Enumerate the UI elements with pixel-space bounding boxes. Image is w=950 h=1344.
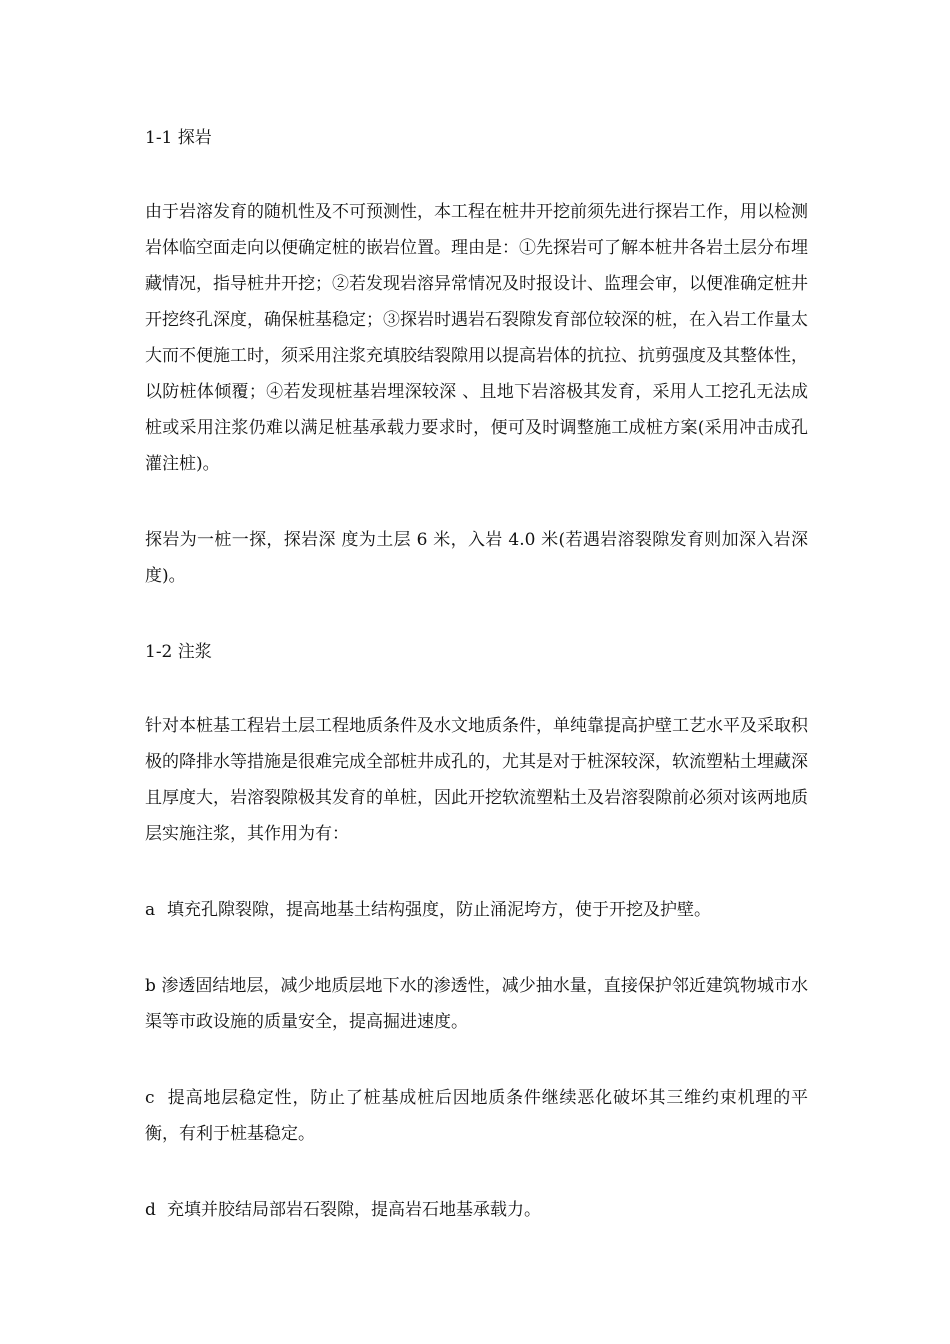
section-heading-grouting: 1-2 注浆 xyxy=(145,642,212,662)
paragraph-exploration-purpose: 由于岩溶发育的随机性及不可预测性，本工程在桩井开挖前须先进行探岩工作，用以检测岩体临空面走向以便确定桩的嵌岩位置。理由是：①先探岩可了解本桩井各岩土层分布埋藏情况，指导桩井开挖；②若发现岩溶异常情况及时报设计、监理会审，以便准确定桩井开挖终孔深度，确保桩基稳定；③探岩时遇岩石裂隙发育部位较深的桩，在入岩工作量太大而不便施工时，须采用注浆充填胶结裂隙用以提高岩体的抗拉、抗剪强度及其整体性，以防桩体倾覆；④若发现桩基岩埋深较深 、且地下岩溶极其发育，采用人工挖孔无法成桩或采用注浆仍难以满足桩基承载力要求时，便可及时调整施工成桩方案(采用冲击成孔灌注桩)。 xyxy=(145,202,808,474)
list-marker: d xyxy=(145,1200,156,1220)
list-item-text: 提高地层稳定性，防止了桩基成桩后因地质条件继续恶化破坏其三维约束机理的平衡，有利于桩基稳定。 xyxy=(145,1088,808,1144)
list-item xyxy=(145,1192,808,1228)
paragraph-grouting-intro: 针对本桩基工程岩土层工程地质条件及水文地质条件，单纯靠提高护壁工艺水平及采取积极的降排水等措施是很难完成全部桩井成孔的，尤其是对于桩深较深，软流塑粘土埋藏深且厚度大，岩溶裂隙极其发育的单桩，因此开挖软流塑粘土及岩溶裂隙前必须对该两地质层实施注浆，其作用为有： xyxy=(145,716,808,844)
list-item xyxy=(145,1080,808,1152)
list-marker: c xyxy=(145,1088,155,1108)
document-body xyxy=(145,120,808,1268)
list-marker: b xyxy=(145,976,156,996)
list-marker: a xyxy=(145,900,156,920)
list-item-text: 填充孔隙裂隙，提高地基土结构强度，防止涌泥垮方，使于开挖及护壁。 xyxy=(167,900,711,920)
list-item-text: 渗透固结地层，减少地质层地下水的渗透性，减少抽水量，直接保护邻近建筑物城市水渠等市政设施的质量安全，提高掘进速度。 xyxy=(145,976,809,1032)
list-item-text: 充填并胶结局部岩石裂隙，提高岩石地基承载力。 xyxy=(167,1200,541,1220)
section-heading-exploration: 1-1 探岩 xyxy=(145,128,212,148)
paragraph-exploration-depth: 探岩为一桩一探，探岩深 度为土层 6 米，入岩 4.0 米(若遇岩溶裂隙发育则加深入岩深度)。 xyxy=(145,530,808,586)
list-item xyxy=(145,968,808,1040)
list-item xyxy=(145,892,808,928)
